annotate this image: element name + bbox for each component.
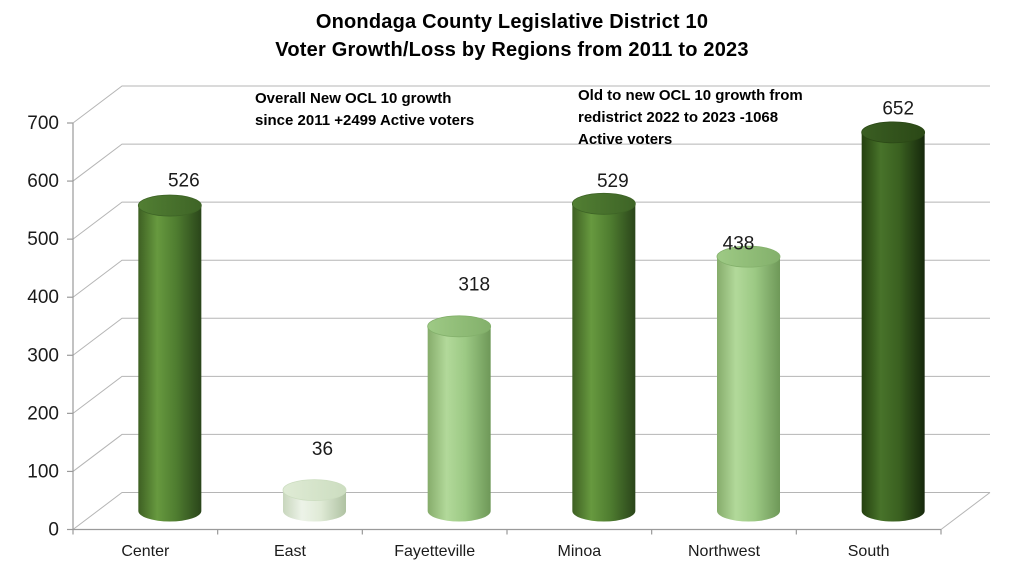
value-label-east: 36 [311,439,334,461]
category-label-east: East [273,543,307,560]
annotation-redistrict-loss-line3: Active voters [578,131,673,148]
annotation-overall-growth-line1: Overall New OCL 10 growth [255,90,452,107]
y-axis-label: 600 [27,171,59,193]
category-label-minoa: Minoa [557,543,602,560]
y-axis-label: 400 [27,287,59,309]
y-axis-label: 200 [27,403,59,425]
cylinder-top-minoa [572,193,635,214]
gridline-600 [73,144,990,181]
gridline-500 [73,202,990,239]
y-axis-label: 300 [27,345,59,367]
gridline-200 [73,376,990,413]
cylinder-top-fayetteville [428,316,491,337]
category-label-south: South [847,543,890,560]
category-label-fayetteville: Fayetteville [394,543,476,560]
cylinder-minoa [572,204,635,522]
chart-title-line2: Voter Growth/Loss by Regions from 2011 to 2023 [275,39,749,61]
y-axis-label: 500 [27,229,59,251]
y-axis-label: 100 [27,461,59,483]
floor-right-edge [941,493,990,530]
chart-title [0,8,1024,64]
annotation-overall-growth-line2: since 2011 +2499 Active voters [255,112,475,129]
cylinder-northwest [717,257,780,522]
annotation-overall-growth [255,88,474,132]
category-label-northwest: Northwest [687,543,761,560]
value-label-northwest: 438 [722,233,755,255]
gridline-100 [73,434,990,471]
annotation-redistrict-loss [578,85,803,151]
cylinder-fayetteville [428,326,491,521]
value-label-center: 526 [167,170,200,192]
gridline-700 [73,86,990,123]
cylinder-south [862,132,925,521]
category-label-center: Center [121,543,170,560]
cylinder-center [138,206,201,522]
value-label-minoa: 529 [596,170,629,192]
value-label-fayetteville: 318 [458,274,491,296]
annotation-redistrict-loss-line1: Old to new OCL 10 growth from [578,87,803,104]
cylinder-top-east [283,480,346,501]
value-label-south: 652 [882,98,915,120]
gridline-0 [73,493,990,530]
gridline-300 [73,318,990,355]
gridline-400 [73,260,990,297]
y-axis-label: 700 [27,113,59,134]
y-axis-label: 0 [48,519,59,541]
cylinder-top-south [862,122,925,143]
annotation-redistrict-loss-line2: redistrict 2022 to 2023 -1068 [578,109,779,126]
chart-title-line1: Onondaga County Legislative District 10 [315,11,709,33]
cylinder-top-center [138,195,201,216]
